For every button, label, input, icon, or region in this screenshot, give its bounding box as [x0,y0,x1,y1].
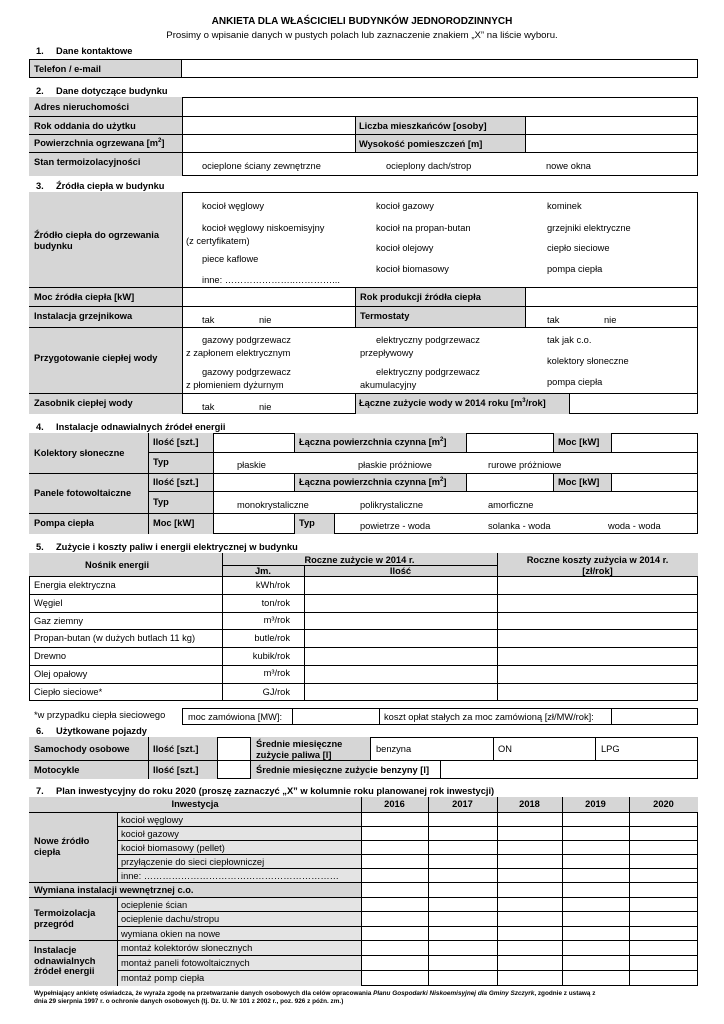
unit-header: Jm. [254,566,272,576]
fuel-diesel: ON [498,744,512,754]
heat-source-label: Źródło ciepła do ogrzewania budynku [34,230,160,251]
cost-unit-header: [zł/rok] [582,566,613,576]
height-label: Wysokość pomieszczeń [m] [359,139,483,149]
energy-row-unit: ton/rok [261,598,290,608]
section-1-heading: 1. Dane kontaktowe [36,46,133,56]
hw-heat-pump[interactable]: pompa ciepła [547,377,603,387]
fuel-lpg: LPG [601,744,620,754]
moto-fuel-input[interactable] [441,761,697,778]
pump-type-label: Typ [299,518,315,528]
moto-qty-label: Ilość [szt.] [153,765,199,775]
thermo-option-windows[interactable]: nowe okna [546,161,591,171]
annual-use-header: Roczne zużycie w 2014 r. [304,555,415,565]
hw-electric-storage-2: akumulacyjny [360,380,417,390]
area-label: Powierzchnia ogrzewana $[m^2]$ [34,137,165,148]
thermostat-no[interactable]: nie [604,315,617,325]
hot-water-label: Przygotowanie ciepłej wody [34,353,158,363]
pv-surface-input[interactable] [467,474,552,491]
fuel-lpg-input[interactable] [640,738,697,760]
invest-item: montaż paneli fotowoltaicznych [121,958,250,968]
phone-input[interactable] [182,59,698,78]
district-heat-note: *w przypadku ciepła sieciowego [34,710,166,720]
section-6-heading: 6. Użytkowane pojazdy [36,726,147,736]
carrier-header: Nośnik energii [85,560,150,570]
energy-row-name: Gaz ziemny [34,616,84,626]
thermostat-yes[interactable]: tak [547,315,560,325]
cars-avg-fuel-label: Średnie miesięczne zużycie paliwa [l] [256,739,343,760]
tank-label: Zasobnik ciepłej wody [34,398,133,408]
solar-power-label: Moc [kW] [558,437,600,447]
consent-footer: Wypełniający ankietę oświadcza, że wyraża zgodę na przetwarzanie danych osobowych dla celów opracowania Planu Gospodarki Niskoemisyjnej dla Gminy Szczyrk, zgodnie z ustawą z dnia 29 sierpnia 1997 r. o ochronie danych osobowych (tj. Dz. U. Nr 101 z 2002 r., poz. 926 z późn. zm.) [34,990,596,1006]
thermo-option-roof[interactable]: ocieplony dach/strop [386,161,472,171]
thermo-invest-label: Termoizolacja przegród [34,908,96,929]
energy-row-unit: m³/rok [263,668,290,678]
year-2019-header: 2019 [585,799,606,809]
address-label: Adres nieruchomości [34,102,130,112]
solar-type-tube-vacuum[interactable]: rurowe próżniowe [488,460,562,470]
fuel-petrol: benzyna [376,744,412,754]
moto-fuel-label: Średnie miesięczne zużycie benzyny [l] [256,765,430,775]
hw-gas-electric-ignition-2: z zapłonem elektrycznym [186,348,291,358]
cars-label: Samochody osobowe [34,744,130,754]
solar-qty-label: Ilość [szt.] [153,437,199,447]
energy-row-name: Węgiel [34,598,63,608]
prod-year-label: Rok produkcji źródła ciepła [360,292,481,302]
energy-row-name: Ciepło sieciowe* [34,687,103,697]
hw-electric-flow[interactable]: elektryczny podgrzewacz [376,335,480,345]
thermo-label: Stan termoizolacyjności [34,157,141,167]
year-2020-header: 2020 [653,799,674,809]
page-subtitle: Prosimy o wpisanie danych w pustych polach lub zaznaczenie znakiem „X” na liście wyboru. [166,30,558,41]
thermostat-label: Termostaty [360,311,410,321]
invest-item: wymiana okien na nowe [121,929,221,939]
phone-label: Telefon / e-mail [34,64,101,74]
invest-item: przyłączenie do sieci ciepłowniczej [121,857,265,867]
year-label: Rok oddania do użytku [34,121,136,131]
pv-power-label: Moc [kW] [558,477,600,487]
energy-row-name: Drewno [34,651,67,661]
prod-year-input[interactable] [526,288,697,306]
energy-row-unit: kubik/rok [252,651,290,661]
water-use-label: Łączne zużycie wody w 2014 roku $[m^3/rok]$ [359,397,546,408]
new-source-label: Nowe źródło ciepła [34,836,90,857]
pv-type-label: Typ [153,497,169,507]
source-district-heat[interactable]: ciepło sieciowe [547,243,610,253]
invest-item: montaż pomp ciepła [121,973,205,983]
area-input[interactable] [183,135,354,152]
invest-item: kocioł węglowy [121,815,184,825]
pv-surface-label: Łączna powierzchnia czynna $[m^2]$ [299,476,447,487]
thermo-option-walls[interactable]: ocieplone ściany zewnętrzne [202,161,321,171]
energy-row-name: Energia elektryczna [34,580,116,590]
source-certified-note: (z certyfikatem) [186,236,250,246]
source-biomass-boiler[interactable]: kocioł biomasowy [376,264,449,274]
hw-electric-storage[interactable]: elektryczny podgrzewacz [376,367,480,377]
invest-item: kocioł gazowy [121,829,179,839]
solar-type-label: Typ [153,457,169,467]
height-input[interactable] [526,135,697,152]
invest-item: ocieplenie ścian [121,900,188,910]
pv-type-amorphous[interactable]: amorficzne [488,500,534,510]
renew-invest-label: Instalacje odnawialnych źródeł energii [34,945,96,977]
residents-label: Liczba mieszkańców [osoby] [359,121,487,131]
cars-qty-label: Ilość [szt.] [153,744,199,754]
hw-gas-pilot-2: z płomieniem dyżurnym [186,380,284,390]
energy-row-unit: GJ/rok [262,687,290,697]
moto-label: Motocykle [34,765,80,775]
solar-qty-input[interactable] [214,434,293,452]
source-electric-heaters[interactable]: grzejniki elektryczne [547,223,631,233]
pump-power-label: Moc [kW] [153,518,195,528]
ordered-power-label: moc zamówiona [MW]: [188,712,283,722]
source-fireplace[interactable]: kominek [547,201,582,211]
source-oil-boiler[interactable]: kocioł olejowy [376,243,434,253]
invest-item: inne: ……………………………………………………… [121,871,339,881]
energy-row-name: Propan-butan (w dużych butlach 11 kg) [34,633,196,643]
pump-type-water-water[interactable]: woda - woda [608,521,661,531]
source-heat-pump[interactable]: pompa ciepła [547,264,603,274]
hw-same-as-co[interactable]: tak jak c.o. [547,335,592,345]
address-input[interactable] [183,98,697,116]
cost-header: Roczne koszty zużycia w 2014 r. [526,555,669,565]
tank-yes[interactable]: tak [202,402,215,412]
energy-row-name: Olej opałowy [34,669,88,679]
pump-type-brine-water[interactable]: solanka - woda [488,521,551,531]
power-input[interactable] [183,288,354,306]
section-4-heading: 4. Instalacje odnawialnych źródeł energii [36,422,226,432]
power-label: Moc źródła ciepła [kW] [34,292,135,302]
solar-surface-label: Łączna powierzchnia czynna $[m^2]$ [299,436,447,447]
investment-header: Inwestycja [171,799,219,809]
cars-qty-input[interactable] [218,738,249,760]
section-5-heading: 5. Zużycie i koszty paliw i energii elektrycznej w budynku [36,542,298,552]
pv-label: Panele fotowoltaiczne [34,488,132,498]
pump-type-air-water[interactable]: powietrze - woda [360,521,431,531]
year-2018-header: 2018 [519,799,540,809]
radiator-yes[interactable]: tak [202,315,215,325]
section-3-heading: 3. Źródła ciepła w budynku [36,181,165,191]
ordered-power-input[interactable] [293,709,378,724]
solar-type-flat-vacuum[interactable]: płaskie próżniowe [358,460,432,470]
source-low-emission-boiler[interactable]: kocioł węglowy niskoemisyjny [202,223,325,233]
solar-type-flat[interactable]: płaskie [237,460,266,470]
radiator-label: Instalacja grzejnikowa [34,311,133,321]
pv-qty-label: Ilość [szt.] [153,477,199,487]
hw-solar[interactable]: kolektory słoneczne [547,356,629,366]
fuel-petrol-input[interactable] [440,738,492,760]
radiator-no[interactable]: nie [259,315,272,325]
fixed-cost-label: koszt opłat stałych za moc zamówioną [zł/MW/rok]: [384,712,594,722]
pv-type-mono[interactable]: monokrystaliczne [237,500,309,510]
residents-input[interactable] [526,117,697,134]
source-propane-boiler[interactable]: kocioł na propan-butan [376,223,471,233]
section-2-heading: 2. Dane dotyczące budynku [36,86,168,96]
solar-surface-input[interactable] [467,434,552,452]
hw-electric-flow-2: przepływowy [360,348,414,358]
year-input[interactable] [183,117,354,134]
qty-header: Ilość [389,566,412,576]
water-use-input[interactable] [570,394,697,413]
energy-row-unit: kWh/rok [255,580,290,590]
source-other[interactable]: inne: …………………..…………... [202,275,340,285]
pv-qty-input[interactable] [214,474,293,491]
fuel-diesel-input[interactable] [540,738,594,760]
energy-row-unit: m³/rok [263,615,290,625]
source-coal-boiler[interactable]: kocioł węglowy [202,201,265,211]
solar-label: Kolektory słoneczne [34,448,125,458]
hw-gas-electric-ignition[interactable]: gazowy podgrzewacz [202,335,291,345]
invest-item: ocieplenie dachu/stropu [121,914,220,924]
page-title: ANKIETA DLA WŁAŚCICIELI BUDYNKÓW JEDNORODZINNYCH [211,16,513,27]
pump-label: Pompa ciepła [34,518,94,528]
source-tile-stove[interactable]: piece kaflowe [202,254,259,264]
hw-gas-pilot[interactable]: gazowy podgrzewacz [202,367,291,377]
section-7-heading: 7. Plan inwestycyjny do roku 2020 (proszę zaznaczyć „X” w kolumnie roku planowanej rok inwestycji) [36,786,495,796]
source-gas-boiler[interactable]: kocioł gazowy [376,201,434,211]
pv-power-input[interactable] [612,474,697,491]
invest-item: kocioł biomasowy (pellet) [121,843,225,853]
year-2016-header: 2016 [384,799,405,809]
moto-qty-input[interactable] [218,761,249,778]
fixed-cost-input[interactable] [612,709,697,724]
pv-type-poly[interactable]: polikrystaliczne [360,500,424,510]
solar-power-input[interactable] [612,434,697,452]
internal-install-label: Wymiana instalacji wewnętrznej c.o. [34,885,194,895]
pump-power-input[interactable] [214,514,293,533]
invest-item: montaż kolektorów słonecznych [121,943,253,953]
energy-row-unit: butle/rok [254,633,290,643]
year-2017-header: 2017 [452,799,473,809]
tank-no[interactable]: nie [259,402,272,412]
